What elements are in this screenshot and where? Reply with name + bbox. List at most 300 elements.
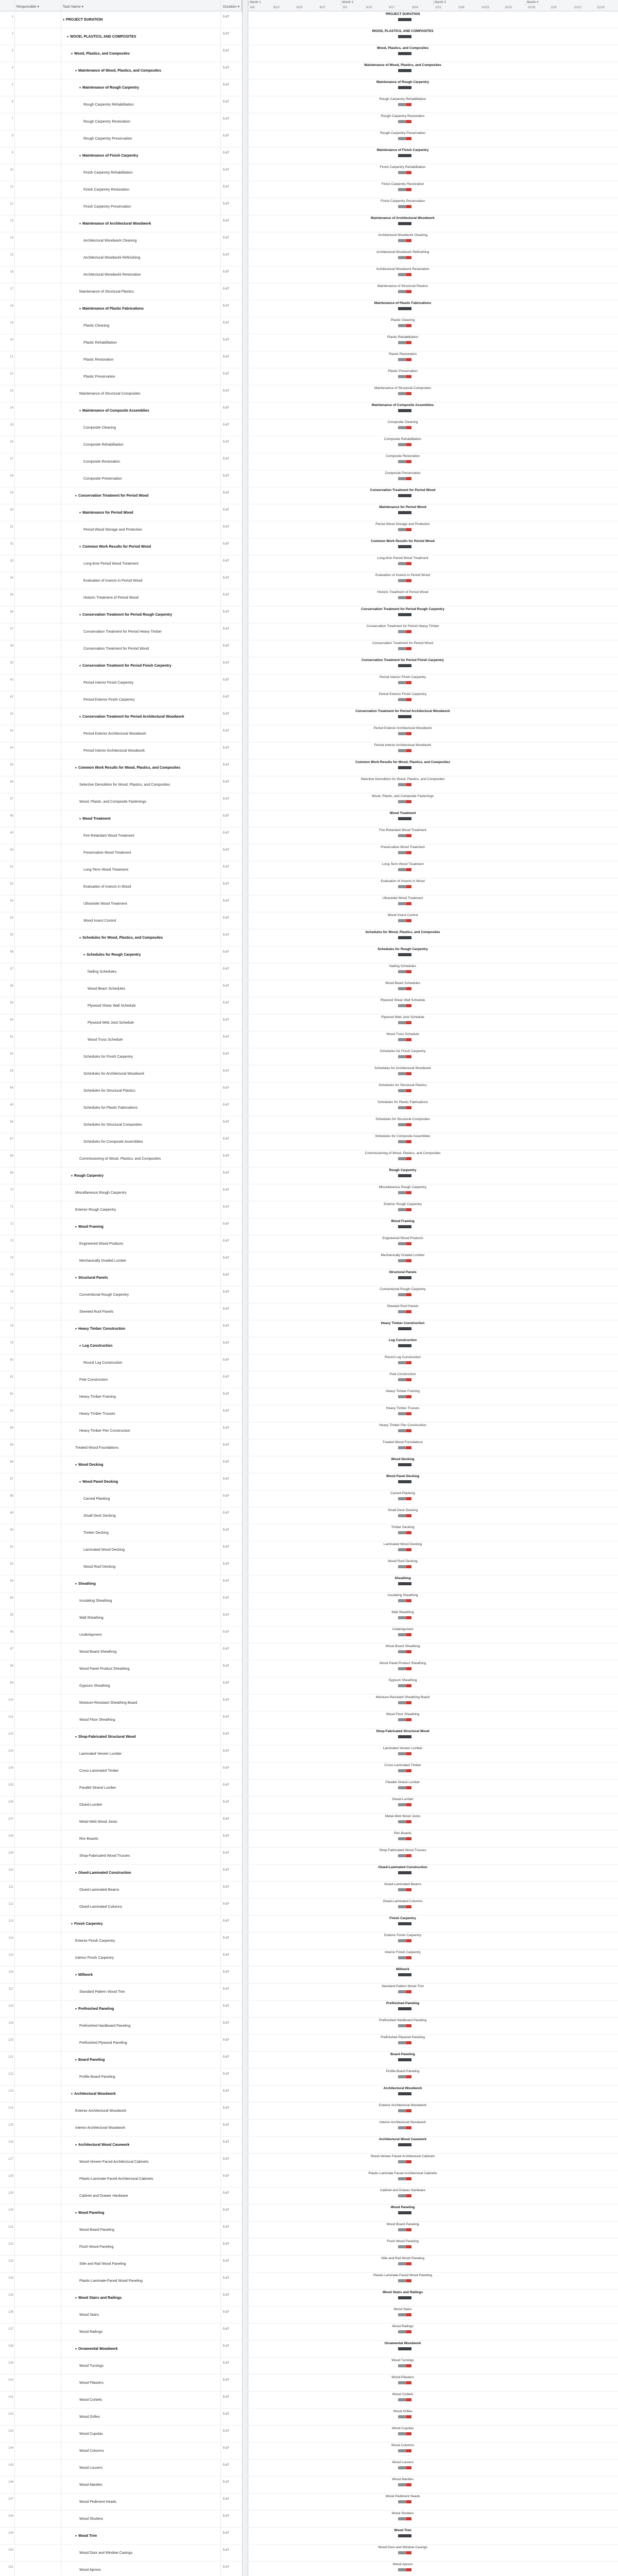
gantt-bar[interactable] xyxy=(398,1973,406,1976)
gantt-bar-critical[interactable] xyxy=(406,1701,411,1704)
duration-cell[interactable]: 5 d? xyxy=(223,2209,229,2212)
duration-cell[interactable]: 5 d? xyxy=(223,1903,229,1906)
duration-cell[interactable]: 5 d? xyxy=(223,1104,229,1107)
task-row[interactable] xyxy=(0,572,618,589)
gantt-bar[interactable] xyxy=(398,2449,406,2452)
duration-cell[interactable]: 5 d? xyxy=(223,49,229,53)
task-name-cell[interactable] xyxy=(83,1354,123,1371)
gantt-bar[interactable] xyxy=(398,936,406,939)
gantt-bar-critical[interactable] xyxy=(406,664,411,667)
task-name-cell[interactable] xyxy=(83,1507,116,1524)
gantt-bar[interactable] xyxy=(398,1072,406,1075)
task-name-cell[interactable] xyxy=(83,1541,125,1558)
collapse-toggle-icon[interactable]: ▾ xyxy=(83,953,85,957)
task-name-cell[interactable] xyxy=(79,2154,149,2170)
task-name-cell[interactable] xyxy=(79,793,146,810)
task-name-cell[interactable] xyxy=(79,1405,115,1422)
gantt-bar[interactable] xyxy=(398,1208,406,1211)
duration-cell[interactable]: 5 d? xyxy=(223,2192,229,2195)
gantt-bar[interactable] xyxy=(398,154,406,157)
duration-cell[interactable]: 5 d? xyxy=(223,781,229,784)
task-name-cell[interactable] xyxy=(79,1235,123,1252)
task-name-cell[interactable] xyxy=(75,1728,136,1745)
duration-cell[interactable]: 5 d? xyxy=(223,2311,229,2314)
task-row[interactable] xyxy=(0,606,618,623)
task-row[interactable] xyxy=(0,1150,618,1167)
gantt-bar-critical[interactable] xyxy=(406,2058,411,2061)
task-row[interactable] xyxy=(0,1303,618,1320)
gantt-bar-critical[interactable] xyxy=(406,2415,411,2418)
task-name-cell[interactable] xyxy=(83,1133,143,1150)
gantt-bar[interactable] xyxy=(398,2075,406,2078)
gantt-bar[interactable] xyxy=(398,1055,406,1058)
duration-cell[interactable]: 5 d? xyxy=(223,1767,229,1770)
gantt-bar-critical[interactable] xyxy=(406,1106,411,1109)
gantt-bar-critical[interactable] xyxy=(406,783,411,786)
gantt-bar-critical[interactable] xyxy=(406,1735,411,1738)
duration-cell[interactable]: 5 d? xyxy=(223,2056,229,2059)
duration-cell[interactable]: 5 d? xyxy=(223,764,229,767)
task-row[interactable] xyxy=(0,2273,618,2290)
collapse-toggle-icon[interactable]: ▾ xyxy=(75,2007,77,2011)
gantt-bar[interactable] xyxy=(398,613,406,616)
gantt-bar[interactable] xyxy=(398,2568,406,2571)
gantt-bar[interactable] xyxy=(398,2007,406,2010)
duration-cell[interactable]: 5 d? xyxy=(223,389,229,393)
duration-cell[interactable]: 5 d? xyxy=(223,1036,229,1039)
task-row[interactable] xyxy=(0,385,618,402)
duration-cell[interactable]: 5 d? xyxy=(223,2175,229,2178)
task-row[interactable] xyxy=(0,1269,618,1286)
task-row[interactable] xyxy=(0,691,618,708)
gantt-bar[interactable] xyxy=(398,1565,406,1568)
gantt-bar-critical[interactable] xyxy=(406,1344,411,1347)
gantt-bar[interactable] xyxy=(398,579,406,582)
gantt-bar-critical[interactable] xyxy=(406,1718,411,1721)
gantt-bar[interactable] xyxy=(398,2041,406,2044)
gantt-bar-critical[interactable] xyxy=(406,2313,411,2316)
gantt-bar-critical[interactable] xyxy=(406,1191,411,1194)
task-name-cell[interactable] xyxy=(83,827,134,844)
task-row[interactable] xyxy=(0,589,618,606)
duration-cell[interactable]: 5 d? xyxy=(223,543,229,546)
duration-cell[interactable]: 5 d? xyxy=(223,1597,229,1600)
task-row[interactable] xyxy=(0,1099,618,1116)
gantt-bar[interactable] xyxy=(398,358,406,361)
task-name-cell[interactable] xyxy=(83,912,116,929)
task-name-cell[interactable] xyxy=(75,2120,125,2136)
task-row[interactable] xyxy=(0,232,618,249)
gantt-bar-critical[interactable] xyxy=(406,2228,411,2231)
gantt-bar-critical[interactable] xyxy=(406,477,411,480)
responsible-column-header[interactable] xyxy=(14,5,61,9)
task-name-cell[interactable] xyxy=(83,470,122,487)
gantt-bar[interactable] xyxy=(398,902,406,905)
duration-cell[interactable]: 5 d? xyxy=(223,1376,229,1379)
duration-cell[interactable]: 5 d? xyxy=(223,219,229,223)
duration-cell[interactable]: 5 d? xyxy=(223,1410,229,1413)
task-row[interactable] xyxy=(0,2069,618,2086)
gantt-bar[interactable] xyxy=(398,732,406,735)
gantt-bar-critical[interactable] xyxy=(406,2075,411,2078)
gantt-bar[interactable] xyxy=(398,1293,406,1296)
gantt-bar[interactable] xyxy=(398,2211,406,2214)
duration-cell[interactable]: 5 d? xyxy=(223,2124,229,2127)
gantt-bar-critical[interactable] xyxy=(406,120,411,123)
duration-cell[interactable]: 5 d? xyxy=(223,1495,229,1498)
gantt-bar[interactable] xyxy=(398,1803,406,1806)
task-row[interactable] xyxy=(0,2222,618,2239)
duration-cell[interactable]: 5 d? xyxy=(223,355,229,359)
task-row[interactable] xyxy=(0,844,618,861)
collapse-toggle-icon[interactable]: ▾ xyxy=(75,2211,77,2215)
duration-cell[interactable]: 5 d? xyxy=(223,1172,229,1175)
gantt-bar[interactable] xyxy=(398,2143,406,2146)
task-name-cell[interactable] xyxy=(79,2511,103,2527)
task-name-cell[interactable] xyxy=(79,1388,116,1405)
task-name-cell[interactable] xyxy=(88,980,125,997)
gantt-bar-critical[interactable] xyxy=(406,2347,411,2350)
task-name-cell[interactable] xyxy=(75,2290,122,2306)
task-name-cell[interactable] xyxy=(83,334,117,351)
gantt-bar-critical[interactable] xyxy=(406,1752,411,1755)
gantt-bar[interactable] xyxy=(398,443,406,446)
task-row[interactable] xyxy=(0,62,618,79)
task-row[interactable] xyxy=(0,1133,618,1150)
gantt-bar-critical[interactable] xyxy=(406,1582,411,1585)
gantt-bar-critical[interactable] xyxy=(406,2483,411,2486)
gantt-bar-critical[interactable] xyxy=(406,732,411,735)
duration-cell[interactable]: 5 d? xyxy=(223,1206,229,1209)
gantt-bar[interactable] xyxy=(398,1718,406,1721)
gantt-bar[interactable] xyxy=(398,1446,406,1449)
gantt-bar-critical[interactable] xyxy=(406,2279,411,2282)
task-row[interactable] xyxy=(0,1048,618,1065)
task-row[interactable] xyxy=(0,1065,618,1082)
duration-cell[interactable]: 5 d? xyxy=(223,2260,229,2263)
gantt-bar-critical[interactable] xyxy=(406,817,411,820)
task-name-cell[interactable] xyxy=(79,2222,114,2238)
task-name-cell[interactable] xyxy=(83,640,149,657)
task-row[interactable] xyxy=(0,130,618,147)
gantt-bar-critical[interactable] xyxy=(406,511,411,514)
gantt-bar[interactable] xyxy=(398,290,406,293)
gantt-bar-critical[interactable] xyxy=(406,1565,411,1568)
task-name-cell[interactable] xyxy=(83,946,141,963)
duration-cell[interactable]: 5 d? xyxy=(223,134,229,138)
task-name-cell[interactable] xyxy=(83,419,116,436)
gantt-bar[interactable] xyxy=(398,2092,406,2095)
duration-cell[interactable]: 5 d? xyxy=(223,253,229,257)
task-name-cell[interactable] xyxy=(75,1456,104,1473)
duration-cell[interactable]: 5 d? xyxy=(223,1563,229,1566)
duration-cell[interactable]: 5 d? xyxy=(223,1087,229,1090)
task-name-cell[interactable] xyxy=(79,1711,115,1728)
task-row[interactable] xyxy=(0,1286,618,1303)
task-row[interactable] xyxy=(0,45,618,62)
gantt-bar[interactable] xyxy=(398,1310,406,1313)
task-row[interactable] xyxy=(0,1558,618,1575)
task-row[interactable] xyxy=(0,2324,618,2341)
task-name-cell[interactable] xyxy=(79,1643,116,1660)
gantt-bar-critical[interactable] xyxy=(406,1242,411,1245)
task-name-cell[interactable] xyxy=(75,1575,96,1592)
collapse-toggle-icon[interactable]: ▾ xyxy=(75,2534,77,2538)
gantt-bar-critical[interactable] xyxy=(406,1854,411,1857)
duration-cell[interactable]: 5 d? xyxy=(223,1070,229,1073)
gantt-bar[interactable] xyxy=(398,987,406,990)
gantt-bar[interactable] xyxy=(398,545,406,548)
task-row[interactable] xyxy=(0,2545,618,2562)
duration-cell[interactable]: 5 d? xyxy=(223,1631,229,1634)
task-row[interactable] xyxy=(0,249,618,266)
gantt-bar[interactable] xyxy=(398,970,406,973)
task-row[interactable] xyxy=(0,2307,618,2324)
task-row[interactable] xyxy=(0,2528,618,2545)
task-row[interactable] xyxy=(0,1831,618,1848)
task-row[interactable] xyxy=(0,2358,618,2375)
task-name-cell[interactable] xyxy=(71,1916,103,1932)
duration-cell[interactable]: 5 d? xyxy=(223,985,229,988)
gantt-bar[interactable] xyxy=(398,2347,406,2350)
duration-cell[interactable]: 5 d? xyxy=(223,1801,229,1804)
duration-cell[interactable]: 5 d? xyxy=(223,1750,229,1753)
duration-cell[interactable]: 5 d? xyxy=(223,815,229,818)
duration-cell[interactable]: 5 d? xyxy=(223,611,229,614)
duration-cell[interactable]: 5 d? xyxy=(223,1784,229,1787)
duration-cell[interactable]: 5 d? xyxy=(223,1682,229,1685)
collapse-toggle-icon[interactable]: ▾ xyxy=(75,69,77,73)
task-row[interactable] xyxy=(0,351,618,368)
gantt-bar[interactable] xyxy=(398,630,406,633)
gantt-bar[interactable] xyxy=(398,2279,406,2282)
gantt-bar[interactable] xyxy=(398,1191,406,1194)
gantt-bar[interactable] xyxy=(398,426,406,429)
gantt-bar-critical[interactable] xyxy=(406,1497,411,1500)
gantt-bar-critical[interactable] xyxy=(406,1922,411,1925)
task-name-cell[interactable] xyxy=(79,2477,102,2493)
duration-cell[interactable]: 5 d? xyxy=(223,1529,229,1532)
task-name-cell[interactable] xyxy=(83,436,124,453)
gantt-bar[interactable] xyxy=(398,715,406,718)
gantt-bar[interactable] xyxy=(398,2483,406,2486)
gantt-bar-critical[interactable] xyxy=(406,1140,411,1143)
duration-cell[interactable]: 5 d? xyxy=(223,1427,229,1430)
duration-cell[interactable]: 5 d? xyxy=(223,968,229,971)
gantt-bar-critical[interactable] xyxy=(406,256,411,259)
gantt-bar-critical[interactable] xyxy=(406,307,411,310)
gantt-bar-critical[interactable] xyxy=(406,2330,411,2333)
gantt-bar[interactable] xyxy=(398,2109,406,2112)
task-row[interactable] xyxy=(0,980,618,997)
task-row[interactable] xyxy=(0,1882,618,1899)
duration-cell[interactable]: 5 d? xyxy=(223,1223,229,1226)
duration-cell[interactable]: 5 d? xyxy=(223,798,229,801)
duration-cell[interactable]: 5 d? xyxy=(223,2226,229,2229)
duration-cell[interactable]: 5 d? xyxy=(223,747,229,750)
gantt-bar-critical[interactable] xyxy=(406,1378,411,1381)
task-name-cell[interactable] xyxy=(79,810,111,827)
task-name-cell[interactable] xyxy=(83,181,129,198)
gantt-bar[interactable] xyxy=(398,1939,406,1942)
gantt-bar-critical[interactable] xyxy=(406,2245,411,2248)
gantt-bar-critical[interactable] xyxy=(406,1038,411,1041)
duration-cell[interactable]: 5 d? xyxy=(223,1971,229,1974)
task-name-cell[interactable] xyxy=(75,1865,131,1881)
gantt-bar-critical[interactable] xyxy=(406,851,411,854)
duration-cell[interactable]: 5 d? xyxy=(223,2277,229,2280)
task-row[interactable] xyxy=(0,1848,618,1865)
gantt-bar-critical[interactable] xyxy=(406,69,411,72)
duration-cell[interactable]: 5 d? xyxy=(223,2532,229,2535)
task-name-cell[interactable] xyxy=(79,1609,104,1626)
task-name-cell[interactable] xyxy=(79,1762,119,1779)
duration-cell[interactable]: 5 d? xyxy=(223,406,229,410)
task-row[interactable] xyxy=(0,1235,618,1252)
task-name-cell[interactable] xyxy=(75,487,148,504)
gantt-bar[interactable] xyxy=(398,1157,406,1160)
collapse-toggle-icon[interactable]: ▾ xyxy=(71,1174,73,1178)
task-row[interactable] xyxy=(0,283,618,300)
task-row[interactable] xyxy=(0,1473,618,1490)
task-row[interactable] xyxy=(0,1405,618,1422)
task-row[interactable] xyxy=(0,776,618,793)
duration-cell[interactable]: 5 d? xyxy=(223,832,229,835)
task-name-cell[interactable] xyxy=(83,164,133,181)
gantt-bar-critical[interactable] xyxy=(406,392,411,395)
duration-cell[interactable]: 5 d? xyxy=(223,1699,229,1702)
task-name-cell[interactable] xyxy=(75,2052,105,2068)
collapse-toggle-icon[interactable]: ▾ xyxy=(63,18,65,22)
gantt-bar-critical[interactable] xyxy=(406,154,411,157)
gantt-bar[interactable] xyxy=(398,851,406,854)
task-row[interactable] xyxy=(0,1984,618,2001)
duration-cell[interactable]: 5 d? xyxy=(223,1818,229,1821)
gantt-bar-critical[interactable] xyxy=(406,2177,411,2180)
gantt-bar[interactable] xyxy=(398,477,406,480)
collapse-toggle-icon[interactable]: ▾ xyxy=(75,1871,77,1875)
task-name-cell[interactable] xyxy=(83,572,142,589)
duration-cell[interactable]: 5 d? xyxy=(223,66,229,70)
task-row[interactable] xyxy=(0,11,618,28)
gantt-bar[interactable] xyxy=(398,2313,406,2316)
gantt-bar[interactable] xyxy=(398,460,406,463)
task-name-cell[interactable] xyxy=(79,708,184,725)
gantt-bar-critical[interactable] xyxy=(406,341,411,344)
gantt-bar-critical[interactable] xyxy=(406,137,411,140)
duration-cell[interactable]: 5 d? xyxy=(223,1546,229,1549)
task-name-cell[interactable] xyxy=(79,1371,108,1388)
gantt-bar-critical[interactable] xyxy=(406,18,411,21)
task-name-cell[interactable] xyxy=(79,2443,104,2459)
gantt-bar-critical[interactable] xyxy=(406,834,411,837)
duration-cell[interactable]: 5 d? xyxy=(223,1648,229,1651)
gantt-bar[interactable] xyxy=(398,2024,406,2027)
gantt-bar[interactable] xyxy=(398,647,406,650)
gantt-bar-critical[interactable] xyxy=(406,375,411,378)
gantt-bar[interactable] xyxy=(398,2432,406,2435)
gantt-bar[interactable] xyxy=(398,1735,406,1738)
duration-cell[interactable]: 5 d? xyxy=(223,1920,229,1923)
gantt-bar-critical[interactable] xyxy=(406,1650,411,1653)
gantt-bar[interactable] xyxy=(398,256,406,259)
task-row[interactable] xyxy=(0,1745,618,1762)
gantt-bar[interactable] xyxy=(398,375,406,378)
task-name-cell[interactable] xyxy=(71,2086,116,2102)
task-name-cell[interactable] xyxy=(75,1439,118,1456)
task-name-cell[interactable] xyxy=(79,2018,130,2034)
gantt-bar[interactable] xyxy=(398,2500,406,2503)
gantt-bar-critical[interactable] xyxy=(406,2041,411,2044)
task-name-cell[interactable] xyxy=(75,2528,97,2544)
gantt-bar-critical[interactable] xyxy=(406,1871,411,1874)
gantt-bar[interactable] xyxy=(398,1888,406,1891)
gantt-bar[interactable] xyxy=(398,409,406,412)
gantt-bar[interactable] xyxy=(398,188,406,191)
task-name-cell[interactable] xyxy=(79,1814,117,1830)
task-name-cell[interactable] xyxy=(79,657,171,674)
task-row[interactable] xyxy=(0,2426,618,2443)
task-row[interactable] xyxy=(0,402,618,419)
gantt-bar-critical[interactable] xyxy=(406,2296,411,2299)
duration-cell[interactable]: 5 d? xyxy=(223,236,229,240)
duration-cell[interactable]: 5 d? xyxy=(223,883,229,886)
task-row[interactable] xyxy=(0,198,618,215)
duration-cell[interactable]: 5 d? xyxy=(223,2141,229,2144)
gantt-bar[interactable] xyxy=(398,698,406,701)
gantt-bar[interactable] xyxy=(398,1548,406,1551)
gantt-bar-critical[interactable] xyxy=(406,579,411,582)
gantt-bar[interactable] xyxy=(398,1667,406,1670)
gantt-bar-critical[interactable] xyxy=(406,919,411,922)
gantt-bar-critical[interactable] xyxy=(406,1327,411,1330)
task-row[interactable] xyxy=(0,1116,618,1133)
task-name-cell[interactable] xyxy=(79,1422,130,1439)
collapse-toggle-icon[interactable]: ▾ xyxy=(75,1973,77,1977)
gantt-bar-critical[interactable] xyxy=(406,1905,411,1908)
task-row[interactable] xyxy=(0,2511,618,2528)
task-row[interactable] xyxy=(0,1252,618,1269)
task-row[interactable] xyxy=(0,266,618,283)
collapse-toggle-icon[interactable]: ▾ xyxy=(71,2092,73,2096)
duration-cell[interactable]: 5 d? xyxy=(223,1869,229,1872)
duration-cell[interactable]: 5 d? xyxy=(223,2345,229,2348)
gantt-bar-critical[interactable] xyxy=(406,1293,411,1296)
gantt-bar[interactable] xyxy=(398,681,406,684)
duration-cell[interactable]: 5 d? xyxy=(223,304,229,308)
gantt-bar-critical[interactable] xyxy=(406,2092,411,2095)
task-name-cell[interactable] xyxy=(79,215,151,232)
duration-cell[interactable]: 5 d? xyxy=(223,287,229,291)
gantt-bar-critical[interactable] xyxy=(406,2381,411,2384)
gantt-bar-critical[interactable] xyxy=(406,987,411,990)
duration-cell[interactable]: 5 d? xyxy=(223,1444,229,1447)
task-row[interactable] xyxy=(0,929,618,946)
task-row[interactable] xyxy=(0,504,618,521)
gantt-bar[interactable] xyxy=(398,834,406,837)
gantt-bar[interactable] xyxy=(398,664,406,667)
gantt-bar[interactable] xyxy=(398,2262,406,2265)
gantt-bar-critical[interactable] xyxy=(406,2568,411,2571)
gantt-bar[interactable] xyxy=(398,137,406,140)
gantt-bar[interactable] xyxy=(398,2245,406,2248)
collapse-toggle-icon[interactable]: ▾ xyxy=(79,222,81,226)
task-name-cell[interactable] xyxy=(67,28,136,45)
task-row[interactable] xyxy=(0,1082,618,1099)
duration-cell[interactable]: 5 d? xyxy=(223,321,229,325)
task-name-cell[interactable] xyxy=(75,1269,108,1286)
gantt-bar[interactable] xyxy=(398,494,406,497)
